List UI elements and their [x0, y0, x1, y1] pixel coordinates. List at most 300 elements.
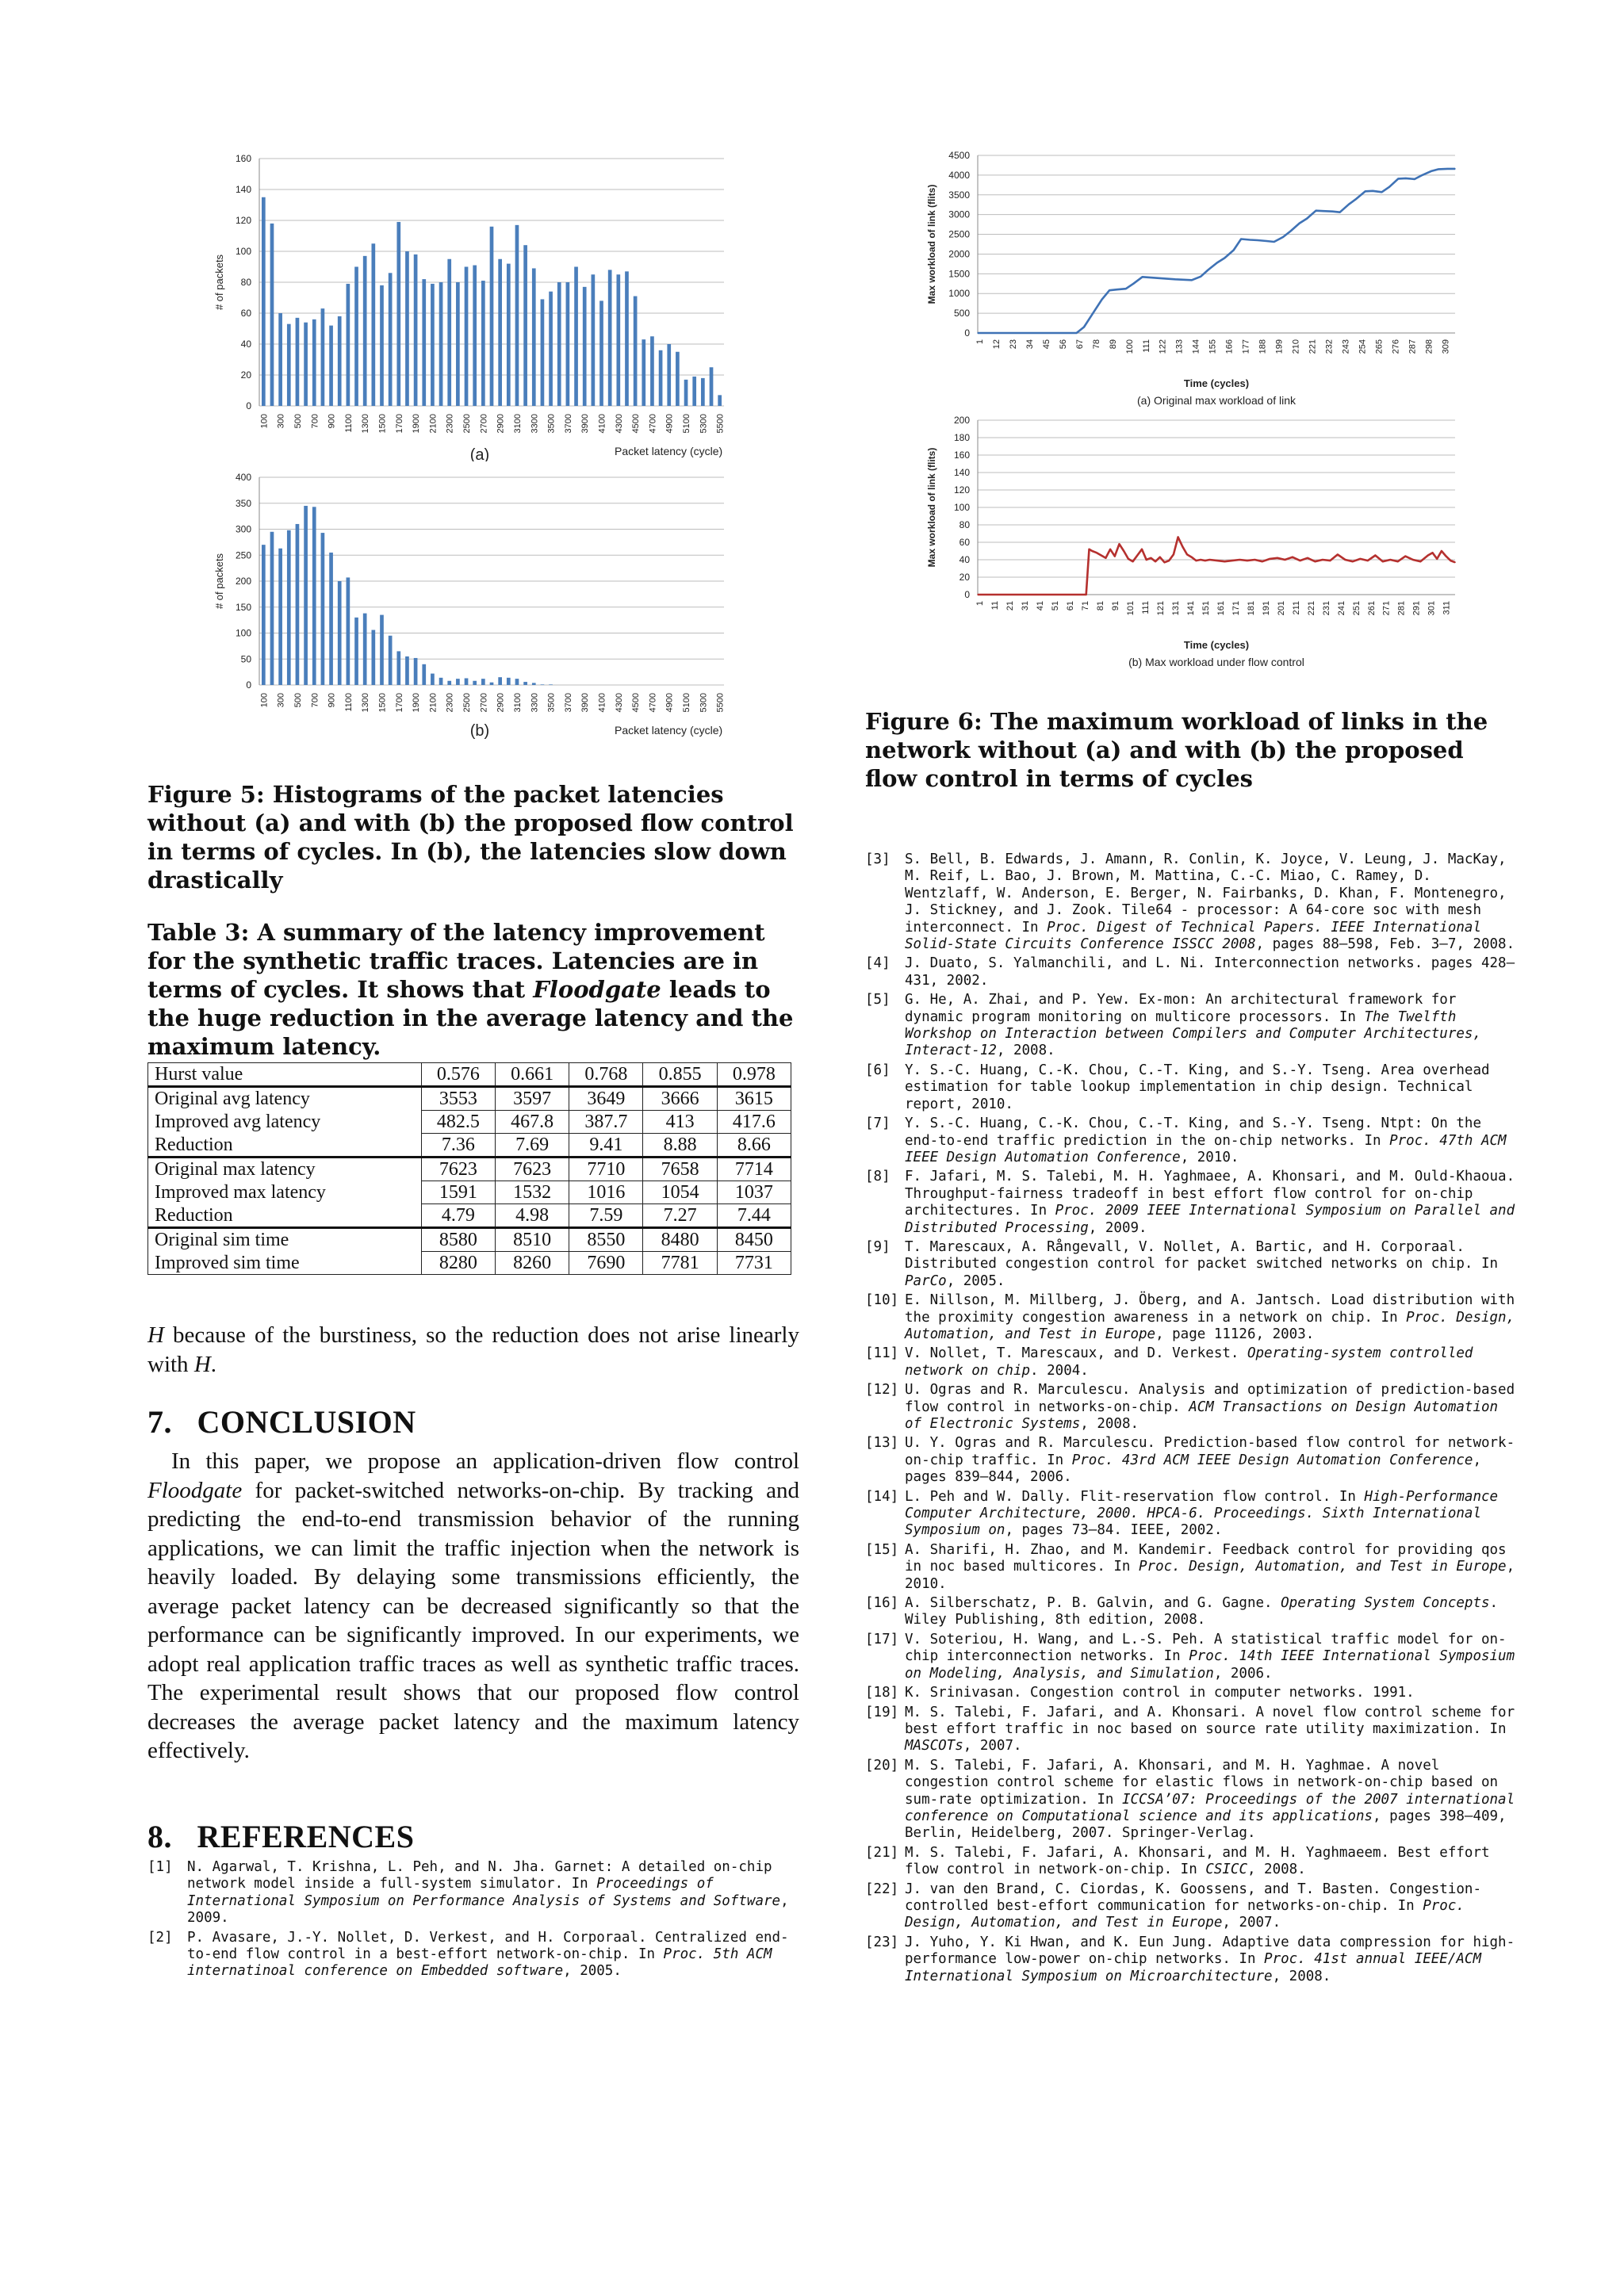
reference-number: [23]	[865, 1934, 899, 1950]
data-point	[1356, 198, 1358, 200]
data-point	[1372, 190, 1373, 192]
table-cell: 0.978	[717, 1063, 791, 1087]
y-tick-label: 140	[953, 467, 970, 478]
reference-item	[865, 1382, 1517, 1433]
figure6-caption	[865, 707, 1517, 793]
data-point	[1132, 561, 1134, 562]
table-row	[148, 1252, 791, 1275]
y-tick-label: 20	[959, 572, 970, 583]
x-tick-label: 300	[276, 414, 286, 429]
x-tick-label: 2100	[428, 693, 439, 713]
table-cell: 8.88	[643, 1134, 717, 1158]
y-tick-label: 100	[953, 502, 970, 513]
data-point	[1300, 560, 1301, 561]
x-axis-label: Time (cycles)	[1183, 639, 1250, 651]
reference-tail: , 2010.	[905, 1559, 1515, 1592]
bar	[312, 320, 316, 406]
x-tick-label: 2500	[462, 693, 473, 713]
data-point	[1159, 557, 1161, 558]
table-cell: 1037	[717, 1181, 791, 1204]
x-tick-label: 41	[1035, 601, 1045, 611]
reference-tail: , pages 88–598, Feb. 3–7, 2008.	[1255, 936, 1515, 953]
x-tick-label: 2900	[496, 693, 506, 713]
reference-authors-title: V. Nollet, T. Marescaux, and D. Verkest.	[905, 1345, 1247, 1362]
bar	[431, 284, 435, 406]
x-tick-label: 231	[1321, 601, 1331, 616]
x-axis-label: Packet latency (cycle)	[615, 445, 723, 457]
reference-venue: High-Performance Computer Architecture, 2000. HPCA-6. Proceedings. Sixth International Symposium on	[905, 1488, 1499, 1539]
reference-item	[865, 1881, 1517, 1932]
bar	[347, 284, 350, 406]
x-tick-label: 201	[1276, 601, 1286, 616]
bar	[405, 251, 409, 406]
table-cell: 0.768	[569, 1063, 643, 1087]
data-point	[1233, 250, 1235, 251]
y-tick-label: 2000	[948, 248, 970, 260]
data-point	[1182, 546, 1183, 548]
x-tick-label: 232	[1324, 339, 1335, 354]
x-tick-label: 78	[1091, 339, 1101, 350]
table-row	[148, 1181, 791, 1204]
data-point	[1266, 240, 1267, 242]
data-point	[1146, 559, 1147, 561]
reference-item	[865, 992, 1517, 1060]
table-cell: 1591	[421, 1181, 495, 1204]
table-row-label: Reduction	[148, 1134, 422, 1158]
data-point	[1105, 557, 1107, 559]
data-point	[1205, 560, 1206, 561]
references-heading: 8. REFERENCES	[147, 1819, 415, 1854]
reference-text	[905, 1115, 1517, 1166]
y-tick-label: 40	[240, 339, 251, 350]
table-row	[148, 1111, 791, 1134]
x-tick-label: 261	[1366, 601, 1377, 616]
data-point	[1142, 277, 1143, 278]
x-tick-label: 4500	[631, 693, 642, 713]
reference-text	[905, 1595, 1517, 1629]
table-cell: 7710	[569, 1158, 643, 1181]
reference-text	[905, 1705, 1517, 1755]
x-tick-label: 181	[1246, 601, 1256, 616]
reference-item	[865, 1292, 1517, 1343]
bar	[439, 678, 443, 685]
table-cell: 1532	[495, 1181, 569, 1204]
y-tick-label: 80	[240, 277, 251, 288]
y-tick-label: 40	[959, 554, 970, 565]
bar	[701, 378, 705, 406]
bar	[296, 524, 300, 685]
data-point	[1420, 561, 1422, 562]
reference-number: [20]	[865, 1757, 899, 1774]
x-tick-label: 900	[327, 693, 337, 708]
bar	[634, 297, 638, 406]
data-point	[1447, 168, 1449, 170]
bar	[439, 282, 443, 406]
figure5-caption-text: Figure 5: Histograms of the packet latencies without (a) and with (b) the proposed flow control in terms of cycles. In (b), the latencies slow down drastically	[147, 781, 794, 894]
bar	[532, 683, 536, 685]
table-cell: 3649	[569, 1087, 643, 1111]
x-tick-label: 3500	[546, 693, 557, 713]
x-tick-label: 51	[1050, 601, 1060, 611]
x-tick-label: 241	[1336, 601, 1346, 616]
bar	[465, 267, 469, 407]
table-row-label: Improved max latency	[148, 1181, 422, 1204]
data-point	[1450, 560, 1452, 561]
figure6b-svg	[916, 414, 1471, 675]
x-tick-label: 5300	[699, 693, 709, 713]
y-tick-label: 0	[964, 589, 970, 600]
data-point	[1216, 262, 1218, 264]
x-tick-label: 11	[990, 601, 1000, 610]
table-row-label: Original max latency	[148, 1158, 422, 1181]
y-tick-label: 120	[953, 484, 970, 496]
bar	[507, 264, 511, 406]
bar	[710, 367, 714, 406]
bar	[456, 282, 460, 406]
data-point	[977, 594, 979, 595]
data-point	[1224, 258, 1226, 259]
reference-tail: . Wiley Publishing, 8th edition, 2008.	[905, 1595, 1499, 1628]
table-cell: 7658	[643, 1158, 717, 1181]
bar	[557, 282, 561, 406]
table-cell: 8260	[495, 1252, 569, 1275]
reference-tail: , 2007.	[963, 1738, 1022, 1755]
x-tick-label: 900	[327, 414, 337, 429]
y-tick-label: 4000	[948, 169, 970, 181]
x-tick-label: 1100	[343, 693, 354, 712]
reference-tail: , 2007.	[1222, 1915, 1281, 1931]
reference-venue: ParCo	[905, 1272, 947, 1289]
x-tick-label: 1100	[343, 414, 354, 433]
x-axis-label: Time (cycles)	[1183, 377, 1250, 389]
table-row-label: Reduction	[148, 1204, 422, 1228]
x-tick-label: 56	[1058, 339, 1068, 350]
x-tick-label: 5100	[682, 693, 692, 713]
data-point	[1375, 555, 1377, 557]
data-point	[1109, 549, 1111, 550]
x-tick-label: 133	[1174, 339, 1185, 354]
reference-item	[865, 1169, 1517, 1237]
bar	[498, 259, 502, 406]
figure5b-svg	[210, 469, 733, 739]
data-point	[1200, 559, 1201, 561]
table3-caption-em: Floodgate	[533, 976, 661, 1003]
reference-tail: , pages 398–409, Berlin, Heidelberg, 2007. Springer-Verlag.	[905, 1808, 1507, 1842]
x-tick-label: 700	[310, 693, 320, 708]
data-point	[1114, 556, 1116, 557]
bar	[422, 664, 426, 685]
bar	[270, 532, 274, 685]
x-tick-label: 3300	[530, 693, 540, 713]
reference-text	[187, 1859, 790, 1927]
reference-number: [14]	[865, 1488, 899, 1505]
table-row-label: Original sim time	[148, 1228, 422, 1252]
x-tick-label: 4100	[597, 414, 607, 434]
bar	[447, 259, 451, 406]
data-point	[1208, 270, 1209, 271]
data-point	[1441, 550, 1442, 552]
table-cell: 8.66	[717, 1134, 791, 1158]
reference-tail: , 2006.	[1213, 1665, 1273, 1682]
reference-authors-title: A. Silberschatz, P. B. Galvin, and G. Gagne.	[905, 1595, 1281, 1612]
y-tick-label: 250	[235, 549, 251, 561]
y-tick-label: 140	[235, 184, 251, 195]
data-point	[1178, 537, 1179, 538]
data-point	[1119, 543, 1120, 545]
figure6b-chart	[916, 414, 1471, 675]
reference-tail: , 2009.	[187, 1892, 789, 1927]
data-point	[1086, 594, 1087, 595]
data-point	[1345, 559, 1346, 561]
x-tick-label: 287	[1408, 339, 1418, 354]
bar	[278, 549, 282, 685]
reference-authors-title: A. Sharifi, H. Zhao, and M. Kandemir. Feedback control for providing qos in noc based multicores. In	[905, 1541, 1507, 1575]
table-cell: 387.7	[569, 1111, 643, 1134]
reference-number: [6]	[865, 1062, 891, 1078]
bar	[592, 274, 596, 406]
bar	[549, 684, 553, 685]
bar	[380, 615, 384, 685]
reference-text	[905, 955, 1517, 989]
bar	[304, 323, 308, 406]
x-tick-label: 81	[1095, 601, 1105, 611]
data-point	[1282, 236, 1284, 238]
x-tick-label: 31	[1020, 601, 1030, 611]
x-tick-label: 111	[1140, 601, 1151, 614]
bar	[287, 530, 291, 685]
data-point	[1316, 210, 1317, 212]
reference-item	[147, 1859, 790, 1927]
bar	[523, 682, 527, 685]
reference-number: [22]	[865, 1881, 899, 1897]
x-tick-label: 121	[1155, 601, 1166, 616]
reference-number: [16]	[865, 1595, 899, 1612]
chart-title: (a) Original max workload of link	[1137, 394, 1296, 407]
bar	[363, 256, 367, 406]
table3-caption-pre: Table 3: A summary of the latency improvement for the synthetic traffic traces. Latencies are in terms of cycles. It shows that	[147, 919, 765, 1003]
reference-text	[905, 1169, 1517, 1237]
x-tick-label: 3700	[563, 414, 573, 434]
x-tick-label: 300	[276, 693, 286, 708]
data-point	[1388, 186, 1390, 188]
data-point	[1093, 312, 1094, 314]
data-point	[1254, 559, 1256, 561]
bar	[465, 678, 469, 685]
bar	[287, 324, 291, 406]
table-cell: 4.98	[495, 1204, 569, 1228]
data-point	[1299, 223, 1300, 224]
data-point	[1397, 561, 1399, 562]
data-point	[1307, 557, 1308, 559]
y-tick-label: 0	[246, 400, 251, 411]
data-point	[1257, 239, 1258, 241]
x-tick-label: 500	[293, 414, 303, 429]
bar	[389, 636, 393, 685]
data-point	[1262, 561, 1263, 562]
data-point	[1196, 560, 1197, 561]
reference-text	[905, 1382, 1517, 1433]
data-point	[1352, 561, 1354, 562]
data-point	[1290, 231, 1292, 232]
reference-authors-title: P. Avasare, J.-Y. Nollet, D. Verkest, and H. Corporaal. Centralized end-to-end flow control in a best-effort network-on-chip. In	[187, 1929, 789, 1963]
subfigure-label: (b)	[469, 722, 490, 739]
y-axis-label: # of packets	[213, 254, 225, 311]
reference-authors-title: M. S. Talebi, F. Jafari, A. Khonsari, and M. H. Yaghmaeem. Best effort flow control in network-on-chip. In	[905, 1844, 1490, 1878]
x-tick-label: 2700	[479, 693, 489, 713]
x-tick-label: 2300	[445, 693, 455, 713]
y-tick-label: 50	[240, 653, 251, 665]
data-point	[1323, 210, 1324, 212]
data-point	[1101, 555, 1102, 557]
figure5a-svg	[210, 152, 733, 461]
data-point	[1076, 332, 1078, 334]
data-point	[1231, 560, 1233, 561]
figure6a-svg	[916, 147, 1471, 414]
reference-tail: . 2004.	[1030, 1362, 1089, 1379]
x-tick-label: 61	[1065, 601, 1075, 611]
bar	[523, 245, 527, 406]
x-tick-label: 2100	[428, 414, 439, 434]
reference-text	[905, 1345, 1517, 1380]
reference-venue: Proc. 47th ACM IEEE Design Automation Conference	[905, 1132, 1507, 1165]
reference-item	[865, 1542, 1517, 1593]
reference-number: [17]	[865, 1631, 899, 1647]
bar	[447, 681, 451, 685]
y-tick-label: 3000	[948, 209, 970, 220]
references-right-column	[865, 851, 1517, 1988]
reference-venue: Operating System Concepts	[1281, 1595, 1490, 1612]
reference-tail: , 2008.	[1247, 1862, 1306, 1878]
reference-venue: Proc. 2009 IEEE International Symposium on Parallel and Distributed Processing	[905, 1203, 1515, 1236]
x-tick-label: 4900	[665, 414, 675, 434]
table-row	[148, 1063, 791, 1087]
bar	[354, 267, 358, 407]
table-cell: 7623	[495, 1158, 569, 1181]
data-point	[1270, 558, 1271, 560]
data-point	[1348, 204, 1350, 205]
figure5a-chart	[210, 152, 733, 461]
bar	[405, 656, 409, 685]
y-tick-label: 200	[235, 576, 251, 587]
bar	[329, 553, 333, 685]
x-tick-label: 2300	[445, 414, 455, 434]
y-axis-label: Max workload of link (flits)	[926, 184, 937, 304]
reference-authors-title: Y. S.-C. Huang, C.-K. Chou, C.-T. King, and S.-Y. Tseng. Ntpt: On the end-to-end traffic prediction in the on-chip networks. In	[905, 1115, 1481, 1149]
x-tick-label: 1	[975, 339, 985, 345]
data-point	[1438, 169, 1439, 170]
table-cell: 8550	[569, 1228, 643, 1252]
y-tick-label: 60	[240, 308, 251, 319]
reference-item	[865, 1062, 1517, 1113]
reference-authors-title: J. Yuho, Y. Ki Hwan, and K. Eun Jung. Adaptive data compression for high-performance low-power on-chip networks. In	[905, 1934, 1515, 1968]
table-cell: 7.44	[717, 1204, 791, 1228]
x-tick-label: 100	[259, 414, 270, 429]
data-point	[1365, 190, 1366, 192]
table-cell: 3553	[421, 1087, 495, 1111]
data-point	[1116, 289, 1118, 290]
x-tick-label: 3500	[546, 414, 557, 434]
y-axis-label: Max workload of link (flits)	[926, 447, 937, 568]
bar	[473, 266, 477, 406]
bar	[347, 577, 350, 685]
x-tick-label: 291	[1411, 601, 1422, 616]
x-tick-label: 3300	[530, 414, 540, 434]
bar	[414, 658, 418, 685]
reference-number: [19]	[865, 1704, 899, 1720]
reference-text	[905, 1632, 1517, 1682]
data-point	[1331, 211, 1333, 212]
x-tick-label: 311	[1442, 601, 1452, 615]
bar	[338, 581, 342, 685]
data-point	[1247, 560, 1248, 561]
table-cell: 8480	[643, 1228, 717, 1252]
conclusion-em: Floodgate	[147, 1477, 243, 1503]
x-tick-label: 281	[1396, 601, 1407, 616]
reference-item	[147, 1930, 790, 1980]
table-row	[148, 1228, 791, 1252]
reference-number: [15]	[865, 1541, 899, 1558]
y-tick-label: 350	[235, 497, 251, 509]
x-tick-label: 161	[1216, 601, 1226, 616]
table-cell: 3615	[717, 1087, 791, 1111]
reference-venue: Proc. 14th IEEE International Symposium on Modeling, Analysis, and Simulation	[905, 1648, 1515, 1682]
bar	[262, 545, 266, 685]
x-tick-label: 23	[1008, 339, 1018, 350]
data-point	[1141, 549, 1143, 550]
bar	[642, 339, 645, 406]
bar	[338, 316, 342, 406]
reference-authors-title: F. Jafari, M. S. Talebi, M. H. Yaghmaee, A. Khonsari, and M. Ould-Khaoua. Throughput-fairness tradeoff in best effort flow control for on-chip architectures. In	[905, 1169, 1515, 1219]
continuation-paragraph	[147, 1321, 799, 1379]
x-tick-label: 131	[1170, 601, 1181, 616]
x-tick-label: 210	[1291, 339, 1301, 354]
x-tick-label: 4700	[648, 414, 658, 434]
x-tick-label: 251	[1351, 601, 1362, 616]
bar	[549, 292, 553, 406]
data-point	[1159, 277, 1160, 279]
reference-text	[905, 1881, 1517, 1932]
data-point	[1330, 560, 1331, 561]
conclusion-text-2: for packet-switched networks-on-chip. By tracking and predicting the end-to-end transmission behavior of the running applications, we can limit the traffic injection when the network is heavily loaded. By delaying some transmissions efficiently, the average packet latency can be decreased significantly so that the performance can be significantly improved. In our experiments, we adopt real application traffic traces as well as synthetic traffic traces. The experimental result shows that our proposed flow control decreases the average packet latency and the maximum latency effectively.	[147, 1477, 799, 1763]
y-tick-label: 120	[235, 215, 251, 226]
data-point	[1367, 560, 1369, 561]
x-tick-label: 3900	[580, 693, 591, 713]
reference-number: [13]	[865, 1435, 899, 1452]
bar	[278, 313, 282, 406]
reference-authors-title: J. van den Brand, C. Ciordas, K. Goossens, and T. Basten. Congestion-controlled best-effort communication for networks-on-chip. In	[905, 1881, 1481, 1914]
data-point	[1414, 178, 1415, 180]
data-point	[1216, 560, 1218, 561]
table-cell: 482.5	[421, 1111, 495, 1134]
x-tick-label: 1700	[394, 693, 404, 713]
table-row-label: Original avg latency	[148, 1087, 422, 1111]
data-point	[1431, 170, 1432, 172]
bar	[312, 507, 316, 685]
y-tick-label: 3500	[948, 189, 970, 201]
y-tick-label: 150	[235, 601, 251, 613]
data-point	[1412, 559, 1414, 561]
figure6-caption-text: Figure 6: The maximum workload of links in the network without (a) and with (b) the proposed flow control in terms of cycles	[865, 708, 1488, 792]
x-tick-label: 45	[1041, 339, 1051, 350]
table-row-label: Improved avg latency	[148, 1111, 422, 1134]
y-tick-label: 0	[964, 327, 970, 339]
bar	[481, 679, 485, 685]
reference-number: [3]	[865, 851, 891, 867]
y-tick-label: 0	[246, 679, 251, 691]
data-point	[1446, 556, 1447, 557]
table3-caption-post: leads to the huge reduction in the average latency and the maximum latency.	[147, 976, 794, 1060]
data-point	[1191, 279, 1193, 281]
